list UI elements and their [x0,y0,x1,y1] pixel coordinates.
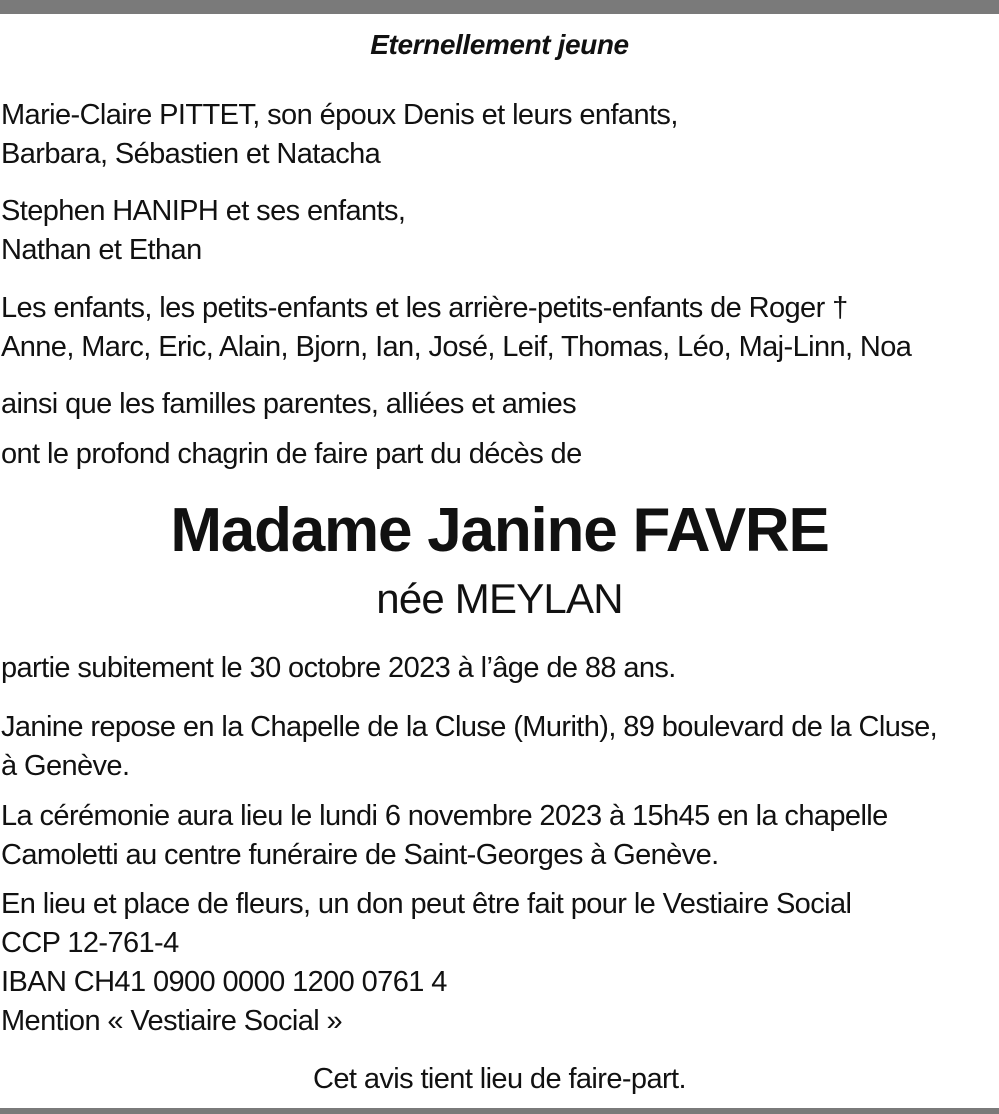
family-line-1: Marie-Claire PITTET, son époux Denis et leurs enfants, [1,99,678,131]
motto: Eternellement jeune [370,29,629,60]
rest-line-1: Janine repose en la Chapelle de la Cluse (Murith), 89 boulevard de la Cluse, [1,711,938,743]
family-line-2: Barbara, Sébastien et Natacha [1,138,381,170]
family-line-6: Anne, Marc, Eric, Alain, Bjorn, Ian, José, Leif, Thomas, Léo, Maj-Linn, Noa [1,331,912,363]
bottom-rule [0,1108,999,1114]
announcement-line: ont le profond chagrin de faire part du décès de [1,438,582,470]
family-line-4: Nathan et Ethan [1,234,202,266]
donation-iban: IBAN CH41 0900 0000 1200 0761 4 [1,966,447,998]
rest-line-2: à Genève. [1,750,130,782]
family-line-7: ainsi que les familles parentes, alliées et amies [1,388,577,420]
death-line: partie subitement le 30 octobre 2023 à l’âge de 88 ans. [1,652,676,684]
donation-mention: Mention « Vestiaire Social » [1,1005,343,1037]
maiden-name: née MEYLAN [376,575,623,622]
donation-line-1: En lieu et place de fleurs, un don peut être fait pour le Vestiaire Social [1,888,852,920]
deceased-name: Madame Janine FAVRE [170,496,829,565]
top-rule [0,0,999,14]
family-line-3: Stephen HANIPH et ses enfants, [1,195,406,227]
ceremony-line-1: La cérémonie aura lieu le lundi 6 novembre 2023 à 15h45 en la chapelle [1,800,888,832]
donation-ccp: CCP 12-761-4 [1,927,179,959]
family-line-5: Les enfants, les petits-enfants et les arrière-petits-enfants de Roger † [1,292,848,324]
ceremony-line-2: Camoletti au centre funéraire de Saint-Georges à Genève. [1,839,719,871]
closing-line: Cet avis tient lieu de faire-part. [313,1063,686,1095]
